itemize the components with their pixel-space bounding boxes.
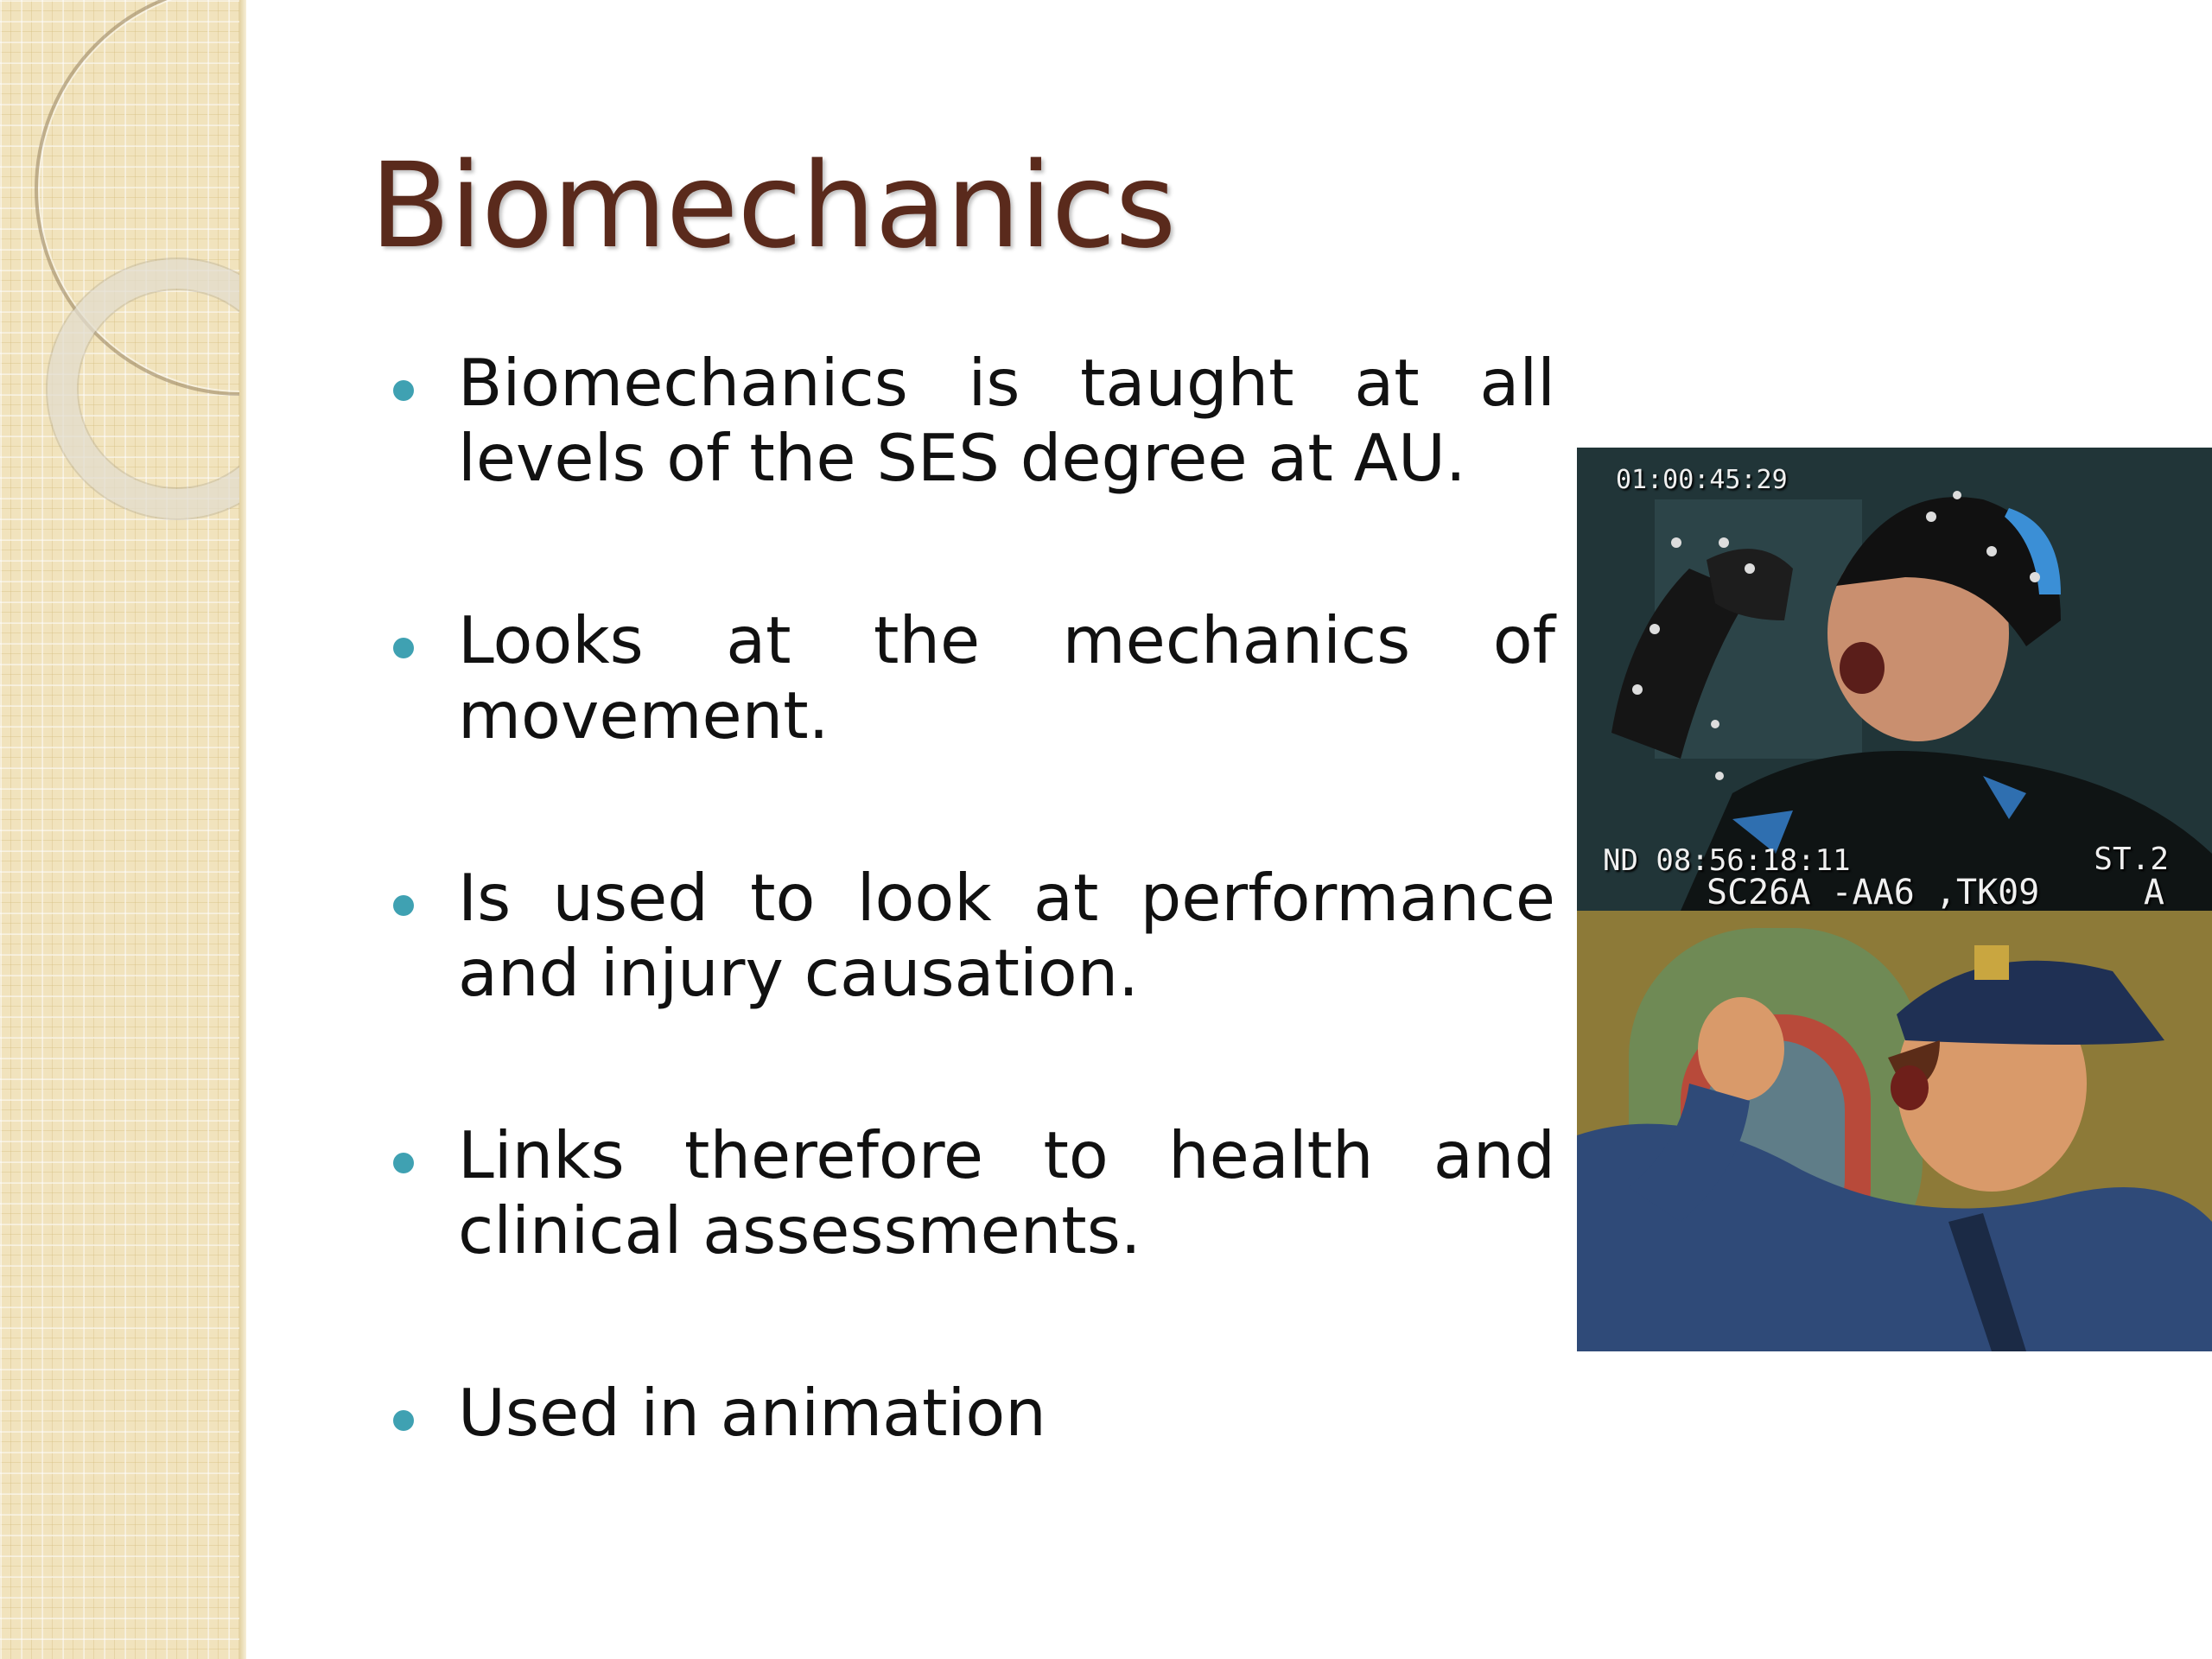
bullet-text: Links therefore to health and clinical assessments. (458, 1117, 1555, 1268)
timecode-secondary: ND 08:56:18:11 (1603, 843, 1851, 878)
animated-conductor-figure (1577, 911, 2212, 1351)
side-band-edge (239, 0, 246, 1659)
bullet-text: Used in animation (458, 1375, 1046, 1451)
stage-label: ST.2 (2094, 842, 2169, 877)
bullet-text: Looks at the mechanics of movement. (458, 602, 1555, 753)
bullet-item (393, 1118, 1555, 1376)
motion-capture-photo (1577, 448, 2212, 911)
take-letter: A (2143, 873, 2164, 911)
bullet-item (393, 346, 1555, 603)
slide-title: Biomechanics (370, 138, 1176, 275)
bullet-dot-icon (393, 638, 414, 658)
bullet-item (393, 1376, 1555, 1633)
bullet-dot-icon (393, 380, 414, 401)
bullet-text: Biomechanics is taught at all levels of the SES degree at AU. (458, 345, 1555, 496)
scene-label: SC26A -AA6 ,TK09 (1707, 873, 2040, 911)
bullet-text: Is used to look at performance and injury causation. (458, 860, 1555, 1011)
bullet-dot-icon (393, 895, 414, 916)
timecode-top: 01:00:45:29 (1616, 465, 1788, 495)
bullet-item (393, 603, 1555, 861)
bullet-item (393, 861, 1555, 1118)
bullet-dot-icon (393, 1410, 414, 1431)
bullet-dot-icon (393, 1153, 414, 1173)
animated-character-photo (1577, 911, 2212, 1351)
bullet-list (393, 346, 1555, 1633)
